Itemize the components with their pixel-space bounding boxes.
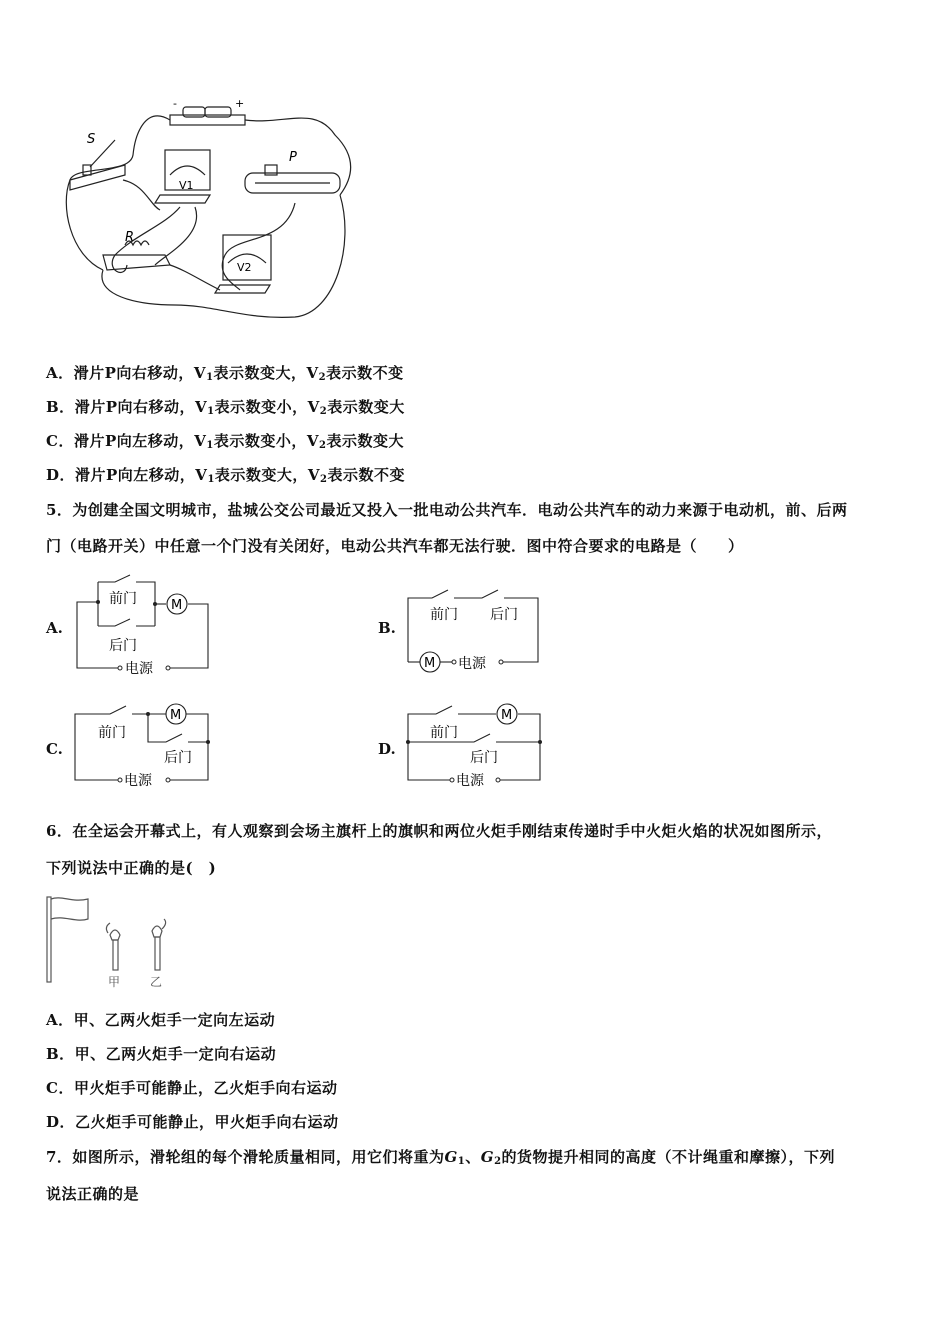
q4-option-d: D．滑片P向左移动，$V_1$表示数变大，$V_2$表示数不变: [46, 466, 406, 485]
q4-switch-label: S: [87, 132, 96, 147]
circuit-c-back-label: 后门: [164, 750, 192, 766]
q5-circuit-d: [400, 700, 550, 790]
q6-option-a: A．甲、乙两火炬手一定向左运动: [46, 1011, 276, 1029]
q6-jia-label: 甲: [108, 975, 121, 989]
q6-option-d: D．乙火炬手可能静止，甲火炬手向右运动: [46, 1113, 339, 1131]
q5-label-b: B.: [378, 619, 396, 637]
circuit-d-motor-label: M: [501, 708, 513, 723]
q6-yi-label: 乙: [150, 975, 163, 989]
q4-circuit-figure: [55, 95, 370, 325]
circuit-b-front-label: 前门: [430, 607, 458, 623]
circuit-b-power-label: 电源: [458, 656, 486, 672]
q7-stem-line2: 说法正确的是: [46, 1185, 140, 1203]
q5-stem-line2: 门（电路开关）中任意一个门没有关闭好，电动公共汽车都无法行驶．图中符合要求的电路是（ ）: [46, 537, 744, 555]
circuit-a-back-label: 后门: [109, 638, 137, 654]
q6-option-b: B．甲、乙两火炬手一定向右运动: [46, 1045, 277, 1063]
circuit-d-power-label: 电源: [456, 773, 484, 789]
q5-label-c: C.: [46, 740, 63, 758]
q7-stem-line1: 7．如图所示，滑轮组的每个滑轮质量相同，用它们将重为$G_1$、$G_2$的货物提升相同的高度（不计绳重和摩擦），下列: [46, 1148, 836, 1167]
circuit-c-front-label: 前门: [98, 725, 126, 741]
q4-v2-label: V2: [237, 261, 252, 274]
q4-option-b: B．滑片P向右移动，$V_1$表示数变小，$V_2$表示数变大: [46, 398, 405, 417]
q4-resistor-label: R: [125, 230, 135, 245]
q6-flag-torch-figure: [42, 895, 182, 990]
q4-minus-label: -: [173, 97, 177, 110]
circuit-c-motor-label: M: [170, 708, 182, 723]
circuit-d-front-label: 前门: [430, 725, 458, 741]
circuit-b-motor-label: M: [424, 656, 436, 671]
q6-stem-line1: 6．在全运会开幕式上，有人观察到会场主旗杆上的旗帜和两位火炬手刚结束传递时手中火炬火焰的状况如图所示，: [46, 822, 832, 840]
q6-option-c: C．甲火炬手可能静止，乙火炬手向右运动: [46, 1079, 338, 1097]
q6-stem-line2: 下列说法中正确的是( ): [46, 859, 217, 877]
q5-circuit-c: [70, 700, 220, 790]
q4-plus-label: +: [235, 97, 245, 110]
circuit-a-power-label: 电源: [125, 661, 153, 676]
circuit-a-motor-label: M: [171, 598, 183, 613]
circuit-b-back-label: 后门: [490, 607, 518, 623]
circuit-a-front-label: 前门: [109, 591, 137, 607]
q5-label-a: A.: [46, 619, 63, 637]
q4-slider-label: P: [289, 150, 297, 165]
q4-option-a: A．滑片P向右移动，$V_1$表示数变大，$V_2$表示数不变: [46, 364, 404, 383]
circuit-d-back-label: 后门: [470, 750, 498, 766]
q4-v1-label: V1: [179, 179, 194, 192]
q5-stem-line1: 5．为创建全国文明城市，盐城公交公司最近又投入一批电动公共汽车．电动公共汽车的动力来源于电动机，前、后两: [46, 501, 848, 519]
q5-circuit-a: [70, 568, 215, 676]
q4-option-c: C．滑片P向左移动，$V_1$表示数变小，$V_2$表示数变大: [46, 432, 404, 451]
circuit-c-power-label: 电源: [124, 773, 152, 789]
q5-label-d: D.: [378, 740, 396, 758]
q5-circuit-b: [400, 580, 545, 675]
